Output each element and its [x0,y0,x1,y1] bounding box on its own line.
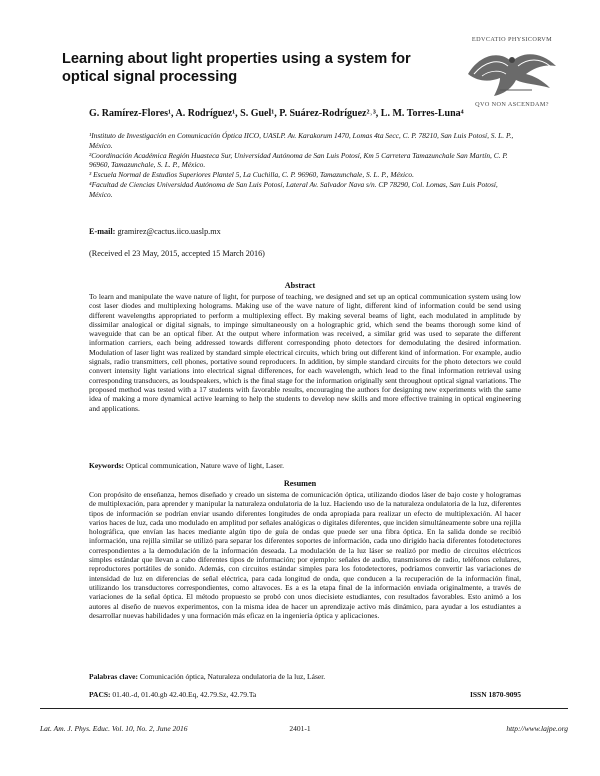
pacs-value: 01.40.-d, 01.40.gb 42.40.Eq, 42.79.Sz, 42.79.Ta [112,690,257,699]
keywords-value: Optical communication, Nature wave of light, Laser. [125,461,284,470]
logo-motto-bottom: QVO NON ASCENDAM? [475,101,549,108]
palabras-clave [89,672,521,681]
affiliation-1: ¹Instituto de Investigación en Comunicación Óptica IICO, UASLP. Av. Karakorum 1470, Lomas 4ta Secc, C. P. 78210, San Luis Potosí, S. L. P., México. [89,131,514,150]
keywords-label: Keywords: [89,461,124,470]
contact-email [89,227,221,236]
footer-divider [40,708,568,709]
page-number: 2401-1 [289,724,311,733]
abstract-heading: Abstract [284,281,316,290]
author-list: G. Ramírez-Flores¹, A. Rodríguez¹, S. Guel¹, P. Suárez-Rodríguez²˒³, L. M. Torres-Luna⁴ [89,108,464,119]
affiliation-2: ²Coordinación Académica Región Huasteca Sur, Universidad Autónoma de San Luis Potosí, Km 5 Carretera Tamazunchale San Martín, C. P. 96960, Tamazunchale, S. L. P., México. [89,150,508,170]
logo-motto-top: EDVCATIO PHYSICORVM [471,36,553,43]
issn: ISSN 1870-9095 [469,690,521,699]
email-address[interactable]: gramirez@cactus.iico.uaslp.mx [117,227,221,236]
palabras-clave-value: Comunicación óptica, Naturaleza ondulatoria de la luz, Láser. [139,672,326,681]
abstract-text: To learn and manipulate the wave nature of light, for purpose of teaching, we designed and set up an optical communication system using low cost laser diodes and multiplexing holograms. Making use of the wave nature of light, different kind of information could be send using different wavelengths appropriated to perform a multiplexing effect. By making several beams of light, each modulated in amplitude by dissimilar analogical or digital signals, to impinge simultaneously on a holographic grid, which send the beams thorough some kind of waveguide that can be an optical fiber. At the output where information was received, a similar grid was used to separate the different information carriers, each being addressed towards different corresponding photo detectors for demodulating the desired information. Modulation of laser light was realized by standard simple electrical circuits, which bring out different kind of information. For example, audio signals, radio transmitters, cell phones, portative sound reproducers. In addition, by simple standard circuits for the photo detectors we could convert intensity light variations into electrical signal differences, for each wavelength, which lead to the final information retrieval using corresponding transducers, as loudspeakers, which is the final stage for the information originally sent throughout optical signal variations. The proposed method was tested with a 17 students with favorable results, encouraging the authors for designing new experiments with the same idea of making a more dynamical active learning to help the students to develop new skills and more effective training in optical engineering and applications. [89,292,521,413]
journal-logo [456,36,568,108]
affiliations [89,131,519,200]
email-label: E-mail: [89,227,116,236]
affiliation-3: ³ Escuela Normal de Estudios Superiores Plantel 5, La Cuchilla, C. P. 96960, Tamazunchale, S. L. P., México. [89,170,414,180]
eagle-emblem-icon [460,44,564,100]
paper-title: Learning about light properties using a system for optical signal processing [62,51,411,85]
pacs-label: PACS: [89,690,111,699]
footer-citation: Lat. Am. J. Phys. Educ. Vol. 10, No. 2, June 2016 [40,724,188,733]
affiliation-4: ⁴Facultad de Ciencias Universidad Autónoma de San Luis Potosí, Lateral Av. Salvador Nava s/n. CP 78290, Col. Lomas, San Luis Potosí, México. [89,179,498,199]
resumen-text: Con propósito de enseñanza, hemos diseñado y creado un sistema de comunicación óptica, utilizando diodos láser de bajo coste y hologramas de multiplexación, para aprender y manipular la naturaleza ondulatoria de la luz. Haciendo uso de la naturaleza ondulatoria de la luz, diferentes tipos de información se podrían enviar usando diferentes longitudes de onda apropiada para realizar un efecto de multiplexación. Al hacer varios haces de luz, cada uno modulado en amplitud por señales analógicas o digitales diferentes, que inciden simultáneamente sobre una rejilla holográfica, que envían las haces mediante algún tipo de guía de ondas que puede ser una fibra óptica. En la salida donde se recibió información, una rejilla similar se utilizó para separar los diferentes soportes de información, cada uno dirigido hacia diferentes fotodetectores correspondientes a la demodulación de la información deseada. La modulación de la luz láser se realizó por medio de circuitos eléctricos simples estándar que llevan a cabo diferentes tipos de información; por ejemplo: señales de audio, transmisores de radio, teléfonos celulares, reproductores portátiles de sonido. Además, con circuitos estándar simples para los fotodetectores, podríamos convertir las variaciones de intensidad de luz en diferencias de señal eléctrica, para cada longitud de onda, que conducen a la recuperación de la información final, utilizando los transductores correspondientes, como altavoces. Es a es la etapa final de la información enviada originalmente, a través de variaciones de la señal óptica. El método propuesto se probó con unos diecisiete estudiantes, con resultados favorables. Esto animó a los autores al diseño de nuevos experimentos, con la misma idea de hacer un aprendizaje activo más dinámico, para ayudar a los estudiantes a desarrollar nuevas habilidades y una formación más eficaz en la ingeniería óptica y aplicaciones. [89,490,521,620]
journal-url[interactable]: http://www.lajpe.org [506,724,568,733]
received-dates: (Received el 23 May, 2015, accepted 15 March 2016) [89,249,265,258]
pacs-codes [89,690,256,699]
keywords [89,461,521,470]
resumen-heading: Resumen [283,479,317,488]
palabras-clave-label: Palabras clave: [89,672,138,681]
